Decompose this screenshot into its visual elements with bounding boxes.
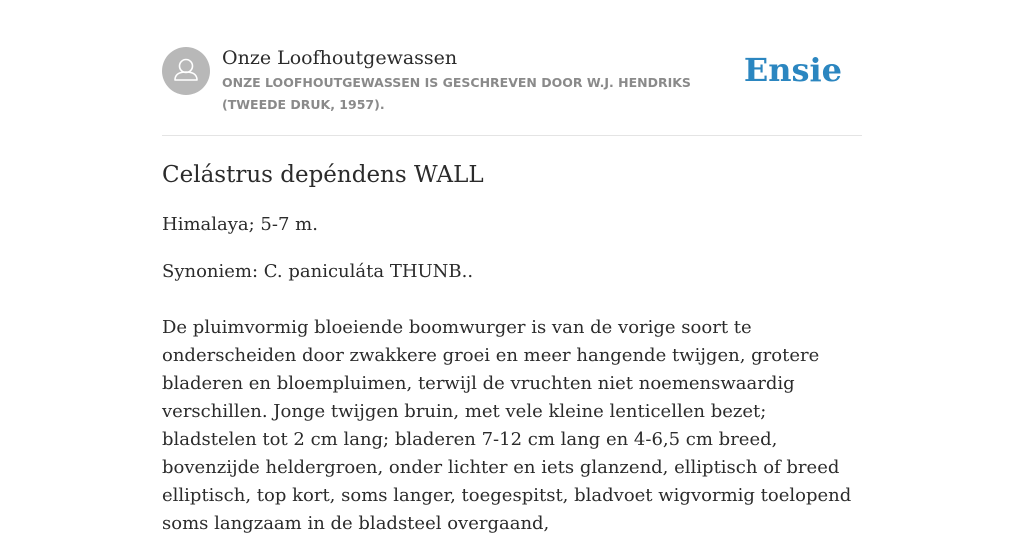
brand-logo[interactable]: Ensie	[743, 51, 842, 89]
divider	[162, 135, 862, 136]
entry-content	[162, 158, 862, 538]
avatar[interactable]	[162, 47, 210, 95]
user-silhouette-icon	[162, 47, 210, 95]
entry-title: Celástrus depéndens WALL	[162, 162, 484, 188]
entry-paragraph: Synoniem: C. paniculáta THUNB..	[162, 261, 474, 282]
entry-paragraph: De pluimvormig bloeiende boomwurger is van de vorige soort te onderscheiden door zwakkere groei en meer hangende twijgen, grotere bladeren en bloempluimen, terwijl de vruchten niet noemenswaardig verschillen. Jonge twijgen bruin, met vele kleine lenticellen bezet; bladstelen tot 2 cm lang; bladeren 7-12 cm lang en 4-6,5 cm breed, bovenzijde heldergroen, onder lichter en iets glanzend, elliptisch of breed elliptisch, top kort, soms langer, toegespitst, bladvoet wigvormig toelopend soms langzaam in de bladsteel overgaand,	[162, 317, 852, 534]
author-name[interactable]: Onze Loofhoutgewassen	[222, 47, 458, 69]
entry-paragraph: Himalaya; 5-7 m.	[162, 214, 318, 235]
author-description: ONZE LOOFHOUTGEWASSEN IS GESCHREVEN DOOR W.J. HENDRIKS (TWEEDE DRUK, 1957).	[222, 75, 691, 112]
header	[162, 46, 862, 118]
